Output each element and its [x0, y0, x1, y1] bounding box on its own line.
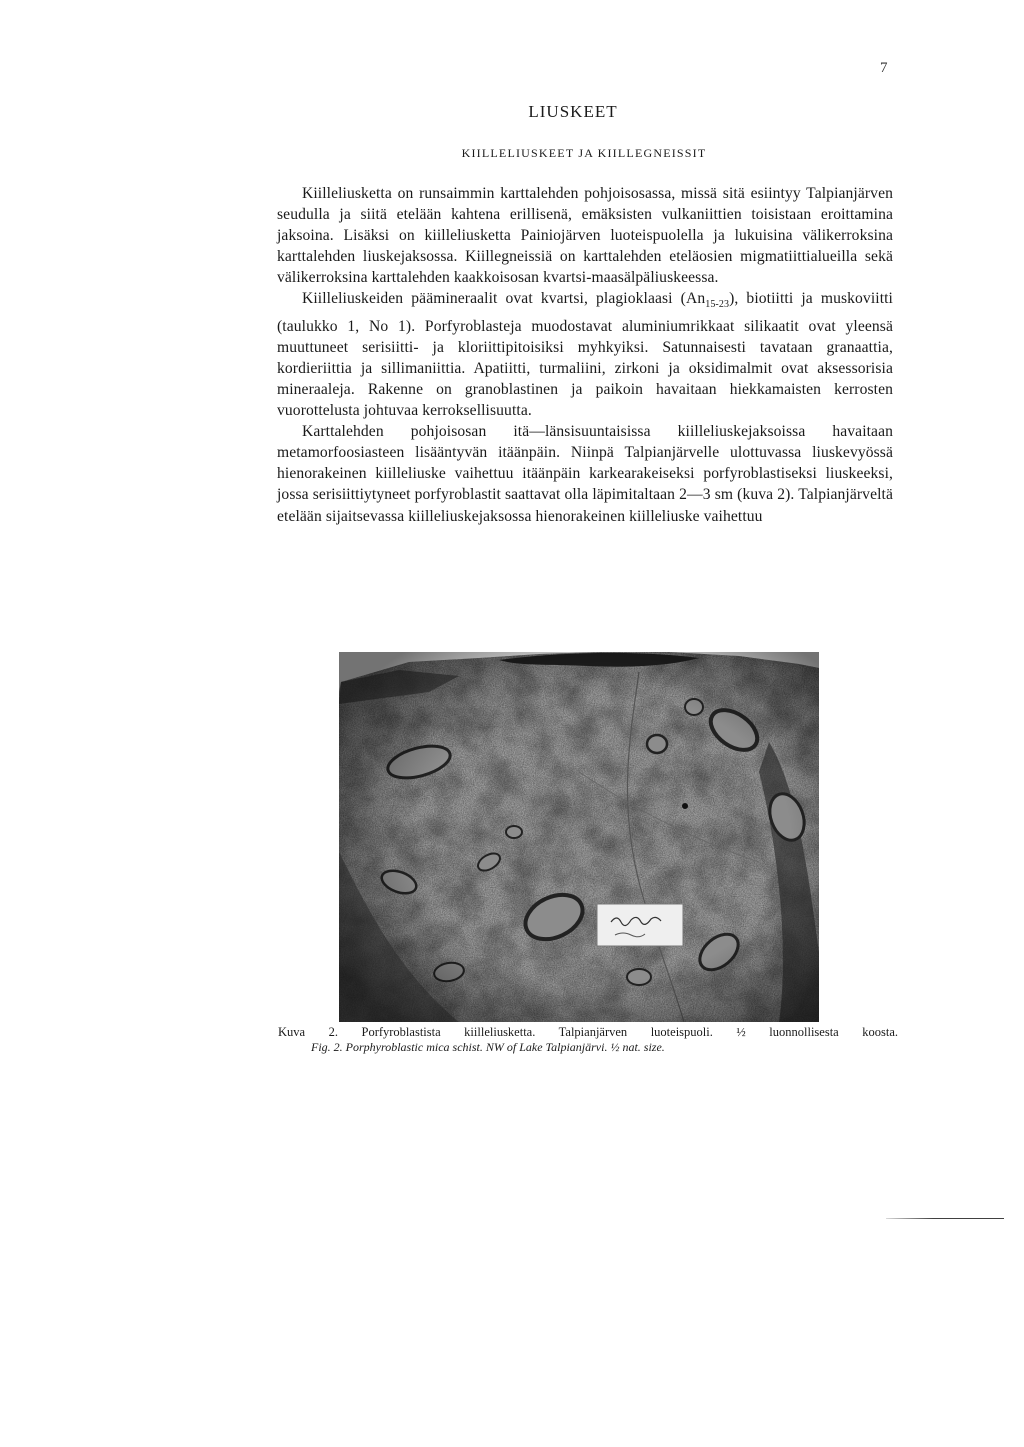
subsection-title: KIILLELIUSKEET JA KIILLEGNEISSIT: [461, 146, 707, 160]
paragraph-1: Kiilleliusketta on runsaimmin karttalehden pohjoisosassa, missä sitä esiintyy Talpianjärven seudulla ja siitä etelään kahtena erillisenä, emäksisten vulkaniittien toisistaan eroittamina jaksoina. Lisäksi on kiilleliusketta Painiojärven luoteispuolella ja lukuisina välikerroksina karttalehden liuskejaksossa. Kiillegneissiä on karttalehden eteläosien migmatiittialueilla sekä välikerroksina karttalehden kaakkoisosan kvartsi-maasälpäliuskeessa.: [277, 185, 893, 287]
caption-english: Fig. 2. Porphyroblastic mica schist. NW of Lake Talpianjärvi. ½ nat. size.: [311, 1040, 665, 1054]
paragraph-2-text-a: Kiilleliuskeiden päämineraalit ovat kvartsi, plagioklaasi (An: [302, 290, 706, 308]
paragraph-3: Karttalehden pohjoisosan itä—länsisuuntaisissa kiilleliuskejaksoissa havaitaan metamorfoosiasteen lisääntyvän itäänpäin. Niinpä Talpianjärvelle ulottuvassa liuskevyössä hienorakeinen kiilleliuske vaihettuu itäänpäin karkearakeiseksi porfyroblastiseksi liuskeeksi, jossa serisiittiytyneet porfyroblastit saattavat olla läpimitaltaan 2—3 sm (kuva 2). Talpianjärveltä etelään sijaitsevassa kiilleliuskejaksossa hienorakeinen kiilleliuske vaihettuu: [277, 423, 893, 525]
paragraph-2-text-b: ), biotiitti ja muskoviitti (taulukko 1, No 1). Porfyroblasteja muodostavat aluminiumrikkaat silikaatit ovat yleensä muuttuneet serisiitti- ja kloriittipitoisiksi myhkyiksi. Satunnaisesti tavataan granaattia, kordieriittia ja sillimaniittia. Apatiitti, turmaliini, zirkoni ja oksidimalmit ovat aksessorisia mineraaleja. Rakenne on granoblastinen ja paikoin havaitaan hiekkamaisten kerrosten vuorottelusta johtuvaa kerroksellisuutta.: [277, 290, 893, 420]
stray-mark: [886, 1218, 1004, 1219]
figure-photo: [339, 652, 819, 1022]
paragraph-2-subscript: 15-23: [705, 299, 730, 311]
page-number: 7: [880, 60, 888, 76]
figure-caption: [278, 1025, 898, 1055]
paragraph-2: [277, 288, 893, 421]
body-text: [277, 183, 893, 527]
caption-finnish: Kuva 2. Porfyroblastista kiilleliusketta. Talpianjärven luoteispuoli. ½ luonnollisesta koosta.: [278, 1025, 898, 1039]
rock-sample-photo: [339, 652, 819, 1022]
section-title: LIUSKEET: [528, 102, 618, 121]
